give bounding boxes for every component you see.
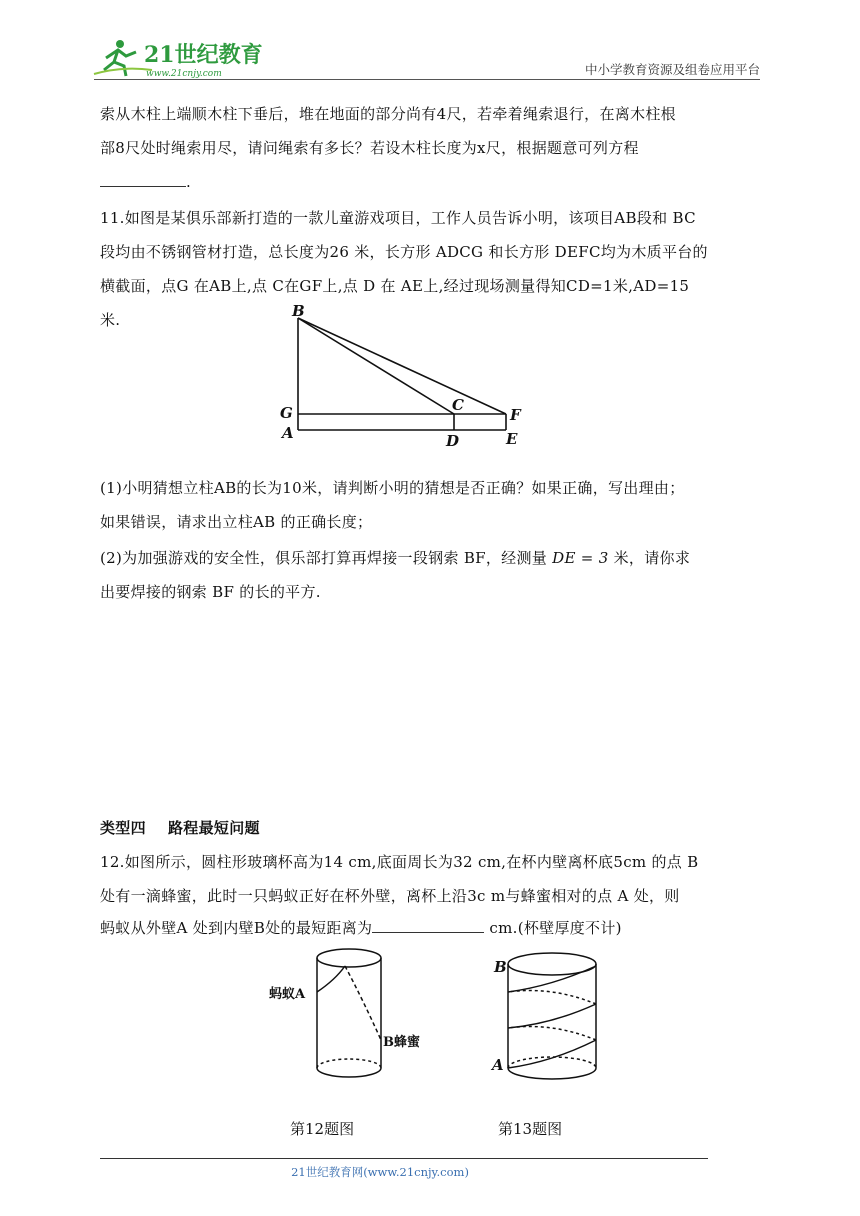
q10-line3: .: [100, 166, 762, 198]
q11-line3: 横截面，点G 在AB上,点 C在GF上,点 D 在 AE上,经过现场测量得知CD=1米,AD=15: [100, 277, 690, 295]
svg-text:www.21cnjy.com: www.21cnjy.com: [146, 69, 222, 79]
q11-sub2-line1: (2)为加强游戏的安全性，俱乐部打算再焊接一段钢索 BF，经测量 DE = 3 米，请你求: [100, 549, 691, 567]
q13-label-b: B: [494, 958, 507, 976]
q12-caption: 第12题图: [290, 1120, 355, 1138]
fig-label-g: G: [280, 404, 293, 422]
q11-sub1-line1: (1)小明猜想立柱AB的长为10米，请判断小明的猜想是否正确？如果正确，写出理由；: [100, 479, 685, 497]
svg-text:21世纪教育: 21世纪教育: [144, 42, 262, 68]
fig-label-e: E: [506, 430, 518, 448]
footer-divider: [100, 1158, 708, 1159]
q10-line1: 索从木柱上端顺木柱下垂后，堆在地面的部分尚有4尺，若牵着绳索退行，在离木柱根: [100, 105, 676, 123]
ant-label: 蚂蚁A: [269, 987, 306, 1002]
q10-answer-blank[interactable]: [100, 186, 186, 187]
q13-figure: [490, 944, 620, 1090]
q12-line3: 蚂蚁从外壁A 处到内壁B处的最短距离为 cm.(杯壁厚度不计): [100, 919, 622, 937]
q12-line1: 12.如图所示，圆柱形玻璃杯高为14 cm,底面周长为32 cm,在杯内壁离杯底5cm 的点 B: [100, 853, 699, 871]
math-de: DE = 3: [552, 549, 609, 567]
q13-label-a: A: [492, 1056, 504, 1074]
footer-link[interactable]: 21世纪教育网(www.21cnjy.com): [291, 1165, 469, 1179]
section-title: 类型四 路程最短问题: [100, 819, 260, 837]
q11-line1: 11.如图是某俱乐部新打造的一款儿童游戏项目，工作人员告诉小明，该项目AB段和 BC: [100, 209, 696, 227]
q13-caption: 第13题图: [498, 1120, 563, 1138]
fig-label-c: C: [452, 396, 464, 414]
q11-sub1-line2: 如果错误，请求出立柱AB 的正确长度；: [100, 513, 373, 531]
honey-label: B蜂蜜: [383, 1035, 420, 1050]
q12-answer-blank[interactable]: [372, 932, 484, 933]
q11-figure: [270, 300, 540, 450]
q10-line2: 部8尺处时绳索用尽，请问绳索有多长？若设木柱长度为x尺，根据题意可列方程: [100, 139, 639, 157]
header-divider: [94, 79, 760, 80]
fig-label-f: F: [510, 406, 521, 424]
site-logo: [92, 36, 262, 82]
q12-line2: 处有一滴蜂蜜，此时一只蚂蚁正好在杯外壁，离杯上沿3c m与蜂蜜相对的点 A 处，则: [100, 887, 680, 905]
q11-line4: 米.: [100, 311, 121, 329]
header-platform-text: 中小学教育资源及组卷应用平台: [584, 62, 760, 77]
fig-label-b: B: [292, 302, 305, 320]
fig-label-d: D: [446, 432, 460, 450]
q11-line2: 段均由不锈钢管材打造，总长度为26 米，长方形 ADCG 和长方形 DEFC均为木质平台的: [100, 243, 708, 261]
q11-sub2-line2: 出要焊接的钢索 BF 的长的平方.: [100, 583, 321, 601]
fig-label-a: A: [282, 424, 294, 442]
q12-figure: [265, 940, 445, 1090]
